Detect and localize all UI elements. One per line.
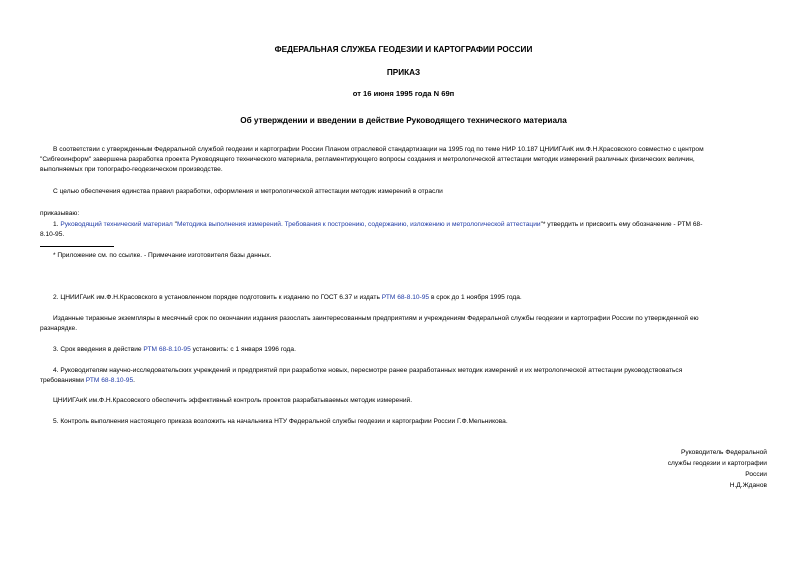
item-3-date: установить: с 1 января 1996 года.: [192, 346, 296, 353]
signatory-name: Н.Д.Жданов: [729, 482, 767, 489]
order-word: приказываю:: [40, 210, 80, 217]
item-1-line-2: 8.10-95.: [40, 231, 65, 238]
rtm-link-item-2[interactable]: РТМ 68-8.10-95: [381, 294, 430, 301]
item-1: [53, 220, 702, 229]
purpose-paragraph: С целью обеспечения единства правил разработки, оформления и метрологической аттестации методик измерений в отрасли: [53, 188, 443, 195]
guide-material-link[interactable]: Руководящий технический материал: [60, 221, 173, 228]
signature-title-3: России: [745, 471, 767, 478]
item-1-number: 1.: [53, 221, 59, 228]
footnote: * Приложение см. по ссылке. - Примечание изготовителя базы данных.: [53, 252, 272, 259]
item-4-requirements: требованиями: [40, 377, 84, 384]
rtm-link-item-4[interactable]: РТМ 68-8.10-95: [85, 377, 134, 384]
item-2-text: 2. ЦНИИГАиК им.Ф.Н.Красовского в установленном порядке подготовить к изданию по ГОСТ 6.37 и издать: [53, 294, 380, 301]
quote-open: ": [174, 221, 177, 228]
methodology-link[interactable]: Методика выполнения измерений. Требования к построению, содержанию, изложению и метрологической аттестации: [176, 221, 541, 228]
signature-title-1: Руководитель Федеральной: [681, 449, 767, 456]
item-3-text: 3. Срок введения в действие: [53, 346, 142, 353]
item-2: [53, 293, 522, 302]
agency-heading: ФЕДЕРАЛЬНАЯ СЛУЖБА ГЕОДЕЗИИ И КАРТОГРАФИИ РОССИИ: [274, 45, 533, 54]
signature-title-2: службы геодезии и картографии: [667, 460, 767, 467]
item-1-tail: "* утвердить и присвоить ему обозначение - РТМ 68-: [540, 221, 703, 228]
control-note: ЦНИИГАиК им.Ф.Н.Красовского обеспечить эффективный контроль проектов разрабатываемых методик измерений.: [53, 397, 413, 404]
item-2-deadline: в срок до 1 ноября 1995 года.: [430, 294, 522, 301]
intro-line-1: В соответствии с утвержденным Федеральной службой геодезии и картографии России Планом отраслевой стандартизации на 1995 год по теме НИР 10.187 ЦНИИГАиК им.Ф.Н.Красовского совместно с центром: [53, 146, 704, 153]
item-4-line-1: 4. Руководителям научно-исследовательских учреждений и предприятий при разработке новых, пересмотре ранее разработанных методик измерений и их метрологической аттестации руководствоваться: [53, 367, 683, 374]
item-5: 5. Контроль выполнения настоящего приказа возложить на начальника НТУ Федеральной службы геодезии и картографии России Г.Ф.Мельникова.: [53, 418, 508, 425]
date-number-heading: от 16 июня 1995 года N 69п: [352, 89, 455, 98]
intro-line-2: "Сибгеоинформ" завершена разработка проекта Руководящего технического материала, регламентирующего вопросы создания и метрологической аттестации методик измерений различных физических величин,: [40, 156, 695, 163]
rtm-link-item-3[interactable]: РТМ 68-8.10-95: [143, 346, 191, 353]
item-3: [53, 345, 296, 354]
footnote-separator: [40, 246, 114, 247]
document-title: Об утверждении и введении в действие Руководящего технического материала: [240, 116, 567, 125]
document-type-heading: ПРИКАЗ: [386, 68, 421, 77]
item-4-line-2: [40, 376, 768, 385]
item-4-period: .: [133, 377, 135, 384]
intro-line-3: выполняемых при топографо-геодезическом производстве.: [40, 166, 223, 173]
copies-line-1: Изданные тиражные экземпляры в месячный срок по окончании издания разослать заинтересованным предприятиям и учреждениям Федеральной службы геодезии и картографии России по утвержденной ею: [53, 315, 699, 322]
copies-line-2: разнарядке.: [40, 325, 78, 332]
